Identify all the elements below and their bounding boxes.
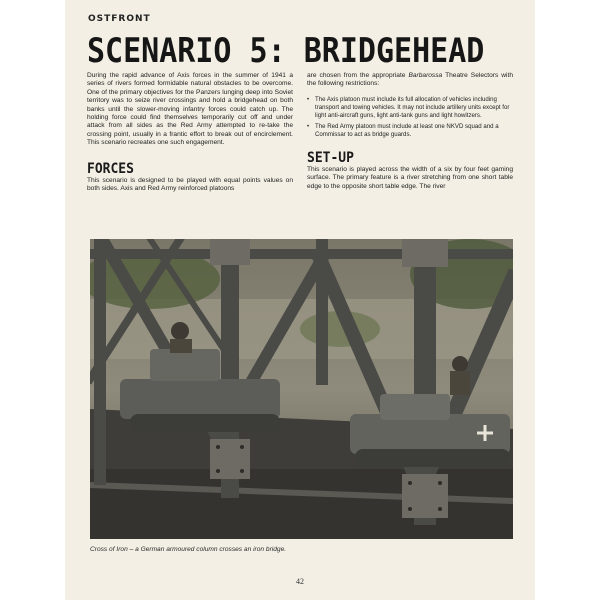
- forces-continuation: [307, 72, 513, 89]
- page: [65, 0, 535, 600]
- page-title: SCENARIO 5: BRIDGEHEAD: [87, 31, 485, 71]
- bridge-photo: [90, 239, 513, 539]
- setup-heading: SET-UP: [307, 149, 354, 167]
- continuation-italic: Barbarossa: [408, 72, 443, 79]
- bridge-illustration: [90, 239, 513, 539]
- list-item: • The Red Army platoon must include at least one NKVD squad and a Commissar to act as bridge guards.: [307, 123, 513, 139]
- bridge-girder: [90, 469, 513, 539]
- forces-heading: FORCES: [87, 160, 134, 178]
- continuation-text-1: are chosen from the appropriate: [307, 72, 406, 79]
- setup-paragraph: This scenario is played across the width of a six by four feet gaming surface. The primary feature is a river stretching from one short table edge to the opposite short table edge. The river: [307, 165, 513, 190]
- list-item: • The Axis platoon must include its full allocation of vehicles including transport and towing vehicles. It may not include artillery units except for light anti-aircraft guns, light anti-tank guns and light howitzers.: [307, 96, 513, 120]
- continuation-text-2: Theatre Selectors with the following restrictions:: [307, 72, 513, 88]
- running-head: OSTFRONT: [88, 14, 151, 24]
- right-column: [307, 72, 513, 191]
- forces-paragraph: This scenario is designed to be played with equal points values on both sides. Axis and Red Army reinforced platoons: [87, 176, 293, 193]
- photo-caption: Cross of Iron – a German armoured column crosses an iron bridge.: [90, 546, 287, 553]
- intro-paragraph: During the rapid advance of Axis forces in the summer of 1941 a series of rivers formed formidable natural obstacles to be overcome. One of the primary objectives for the Panzers lunging deep into Soviet territory was to seize river crossings and hold a bridgehead on both banks until the slower-moving infantry forces could catch up. The holding force could find themselves temporarily cut off and under attack from all sides as the Red Army attempted to re-take the crossing point, usually in a frantic effort to break out of encirclement. This scenario recreates one such engagement.: [87, 72, 293, 147]
- page-number: 42: [296, 577, 304, 586]
- left-column: [87, 72, 293, 193]
- restrictions-list: [307, 96, 513, 139]
